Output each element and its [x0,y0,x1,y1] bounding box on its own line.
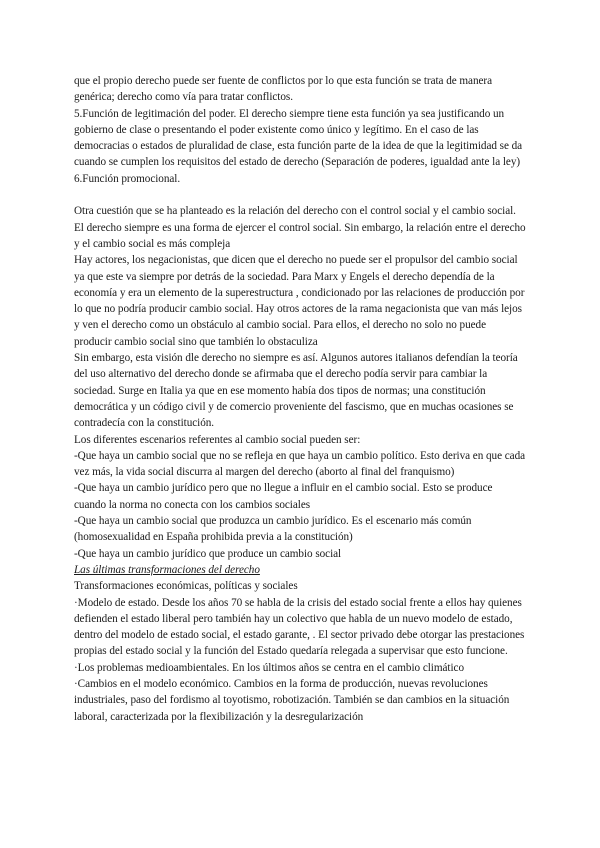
paragraph: Sin embargo, esta visión dle derecho no siempre es así. Algunos autores italianos defendían la teoría del uso alternativo del derecho donde se afirmaba que el derecho podía servir para cambiar la sociedad. Surge en Italia ya que en ese momento había dos tipos de normas; una constitución democrática y un código civil y de comercio proveniente del fascismo, que en muchas ocasiones se contradecía con la constitución. [74,352,518,430]
paragraph: 6.Función promocional. [74,172,181,185]
paragraph: Hay actores, los negacionistas, que dicen que el derecho no puede ser el propulsor del cambio social ya que este va siempre por detrás de la sociedad. Para Marx y Engels el derecho dependía de la economía y era un elemento de la superestructura , condicionado por las relaciones de producción por lo que no podría producir cambio social. Hay otros actores de la rama negacionista que van más lejos y ven el derecho como un obstáculo al cambio social. Para ellos, el derecho no solo no puede producir cambio social sino que también lo obstaculiza [74,254,525,348]
paragraph: Los diferentes escenarios referentes al cambio social pueden ser: [74,433,361,446]
paragraph: -Que haya un cambio jurídico pero que no llegue a influir en el cambio social. Esto se produce cuando la norma no conecta con los cambios sociales [74,482,493,511]
paragraph: -Que haya un cambio jurídico que produce un cambio social [74,547,342,560]
paragraph: -Que haya un cambio social que no se refleja en que haya un cambio político. Esto deriva en que cada vez más, la vida social discurra al margen del derecho (aborto al final del franquismo) [74,449,526,479]
paragraph: Otra cuestión que se ha planteado es la relación del derecho con el control social y el cambio social. El derecho siempre es una forma de ejercer el control social. Sin embargo, la relación entre el derecho y el cambio social es más compleja [74,205,526,250]
paragraph: 5.Función de legitimación del poder. El derecho siempre tiene esta función ya sea justificando un gobierno de clase o presentando el poder existente como único y legítimo. En el caso de las democracias o estados de pluralidad de clase, esta función parte de la idea de que la legitimidad se da cuando se cumplen los requisitos del estado de derecho (Separación de poderes, igualdad ante la ley) [74,107,523,169]
paragraph: que el propio derecho puede ser fuente de conflictos por lo que esta función se trata de manera genérica; derecho como vía para tratar conflictos. [74,75,493,104]
paragraph: -Que haya un cambio social que produzca un cambio jurídico. Es el escenario más común (homosexualidad en España prohibida previa a la constitución) [74,515,472,544]
paragraph: Transformaciones económicas, políticas y sociales [74,580,298,593]
section-heading: Las últimas transformaciones del derecho [74,563,260,576]
document-body [74,73,526,725]
paragraph: ·Cambios en el modelo económico. Cambios en la forma de producción, nuevas revoluciones industriales, paso del fordismo al toyotismo, robotización. También se dan cambios en la situación laboral, caracterizada por la flexibilización y la desregularización [74,677,510,723]
blank-line [74,187,526,203]
paragraph: ·Los problemas medioambientales. En los últimos años se centra en el cambio climático [74,661,465,674]
paragraph: ·Modelo de estado. Desde los años 70 se habla de la crisis del estado social frente a ellos hay quienes defienden el estado liberal pero también hay un colectivo que habla de un nuevo modelo de estado, dentro del modelo de estado social, el estado garante, . El sector privado debe otorgar las prestaciones propias del estado social y la función del Estado quedaría relegada a supervisar que esto funcione. [74,596,525,658]
